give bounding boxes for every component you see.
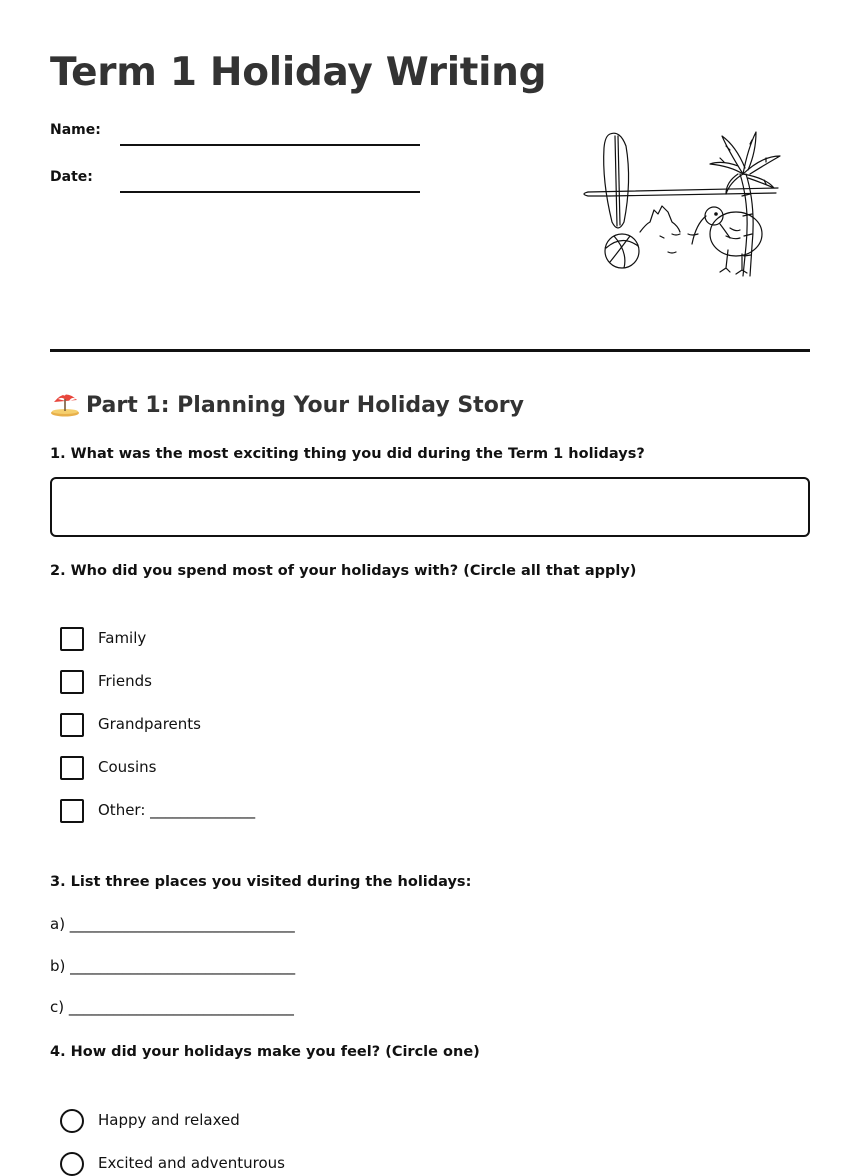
part1-heading-text: Part 1: Planning Your Holiday Story xyxy=(86,393,525,418)
question-2: 2. Who did you spend most of your holidays with? (Circle all that apply) xyxy=(50,563,637,579)
option-label: Family xyxy=(98,629,147,647)
name-line[interactable] xyxy=(120,144,420,146)
checkbox[interactable] xyxy=(60,799,84,823)
checkbox[interactable] xyxy=(60,627,84,651)
checkbox[interactable] xyxy=(60,713,84,737)
option-label: Friends xyxy=(98,672,152,690)
place-line-a[interactable]: a) ______________________________ xyxy=(50,915,295,933)
question-3: 3. List three places you visited during the holidays: xyxy=(50,874,472,890)
name-label: Name: xyxy=(50,122,101,138)
option-family[interactable] xyxy=(60,627,360,651)
checkbox[interactable] xyxy=(60,756,84,780)
option-excited-adventurous[interactable] xyxy=(60,1152,360,1176)
question-1-answer-box[interactable] xyxy=(50,477,810,537)
option-other[interactable] xyxy=(60,799,360,823)
option-friends[interactable] xyxy=(60,670,360,694)
worksheet-title: Term 1 Holiday Writing xyxy=(50,50,547,95)
option-grandparents[interactable] xyxy=(60,713,360,737)
date-label: Date: xyxy=(50,169,93,185)
radio-circle[interactable] xyxy=(60,1152,84,1176)
part1-heading xyxy=(50,388,524,418)
question-4: 4. How did your holidays make you feel? (Circle one) xyxy=(50,1044,480,1060)
checkbox[interactable] xyxy=(60,670,84,694)
name-field xyxy=(50,122,430,146)
option-label: Cousins xyxy=(98,758,157,776)
option-label: Excited and adventurous xyxy=(98,1154,285,1172)
radio-circle[interactable] xyxy=(60,1109,84,1133)
place-line-c[interactable]: c) ______________________________ xyxy=(50,998,294,1016)
worksheet-page xyxy=(50,0,810,1172)
beach-scene-illustration xyxy=(580,126,790,282)
date-field xyxy=(50,169,430,193)
option-label: Grandparents xyxy=(98,715,201,733)
question-1: 1. What was the most exciting thing you did during the Term 1 holidays? xyxy=(50,446,645,462)
option-happy-relaxed[interactable] xyxy=(60,1109,360,1133)
option-label: Other: ______________ xyxy=(98,801,256,819)
beach-umbrella-icon xyxy=(50,388,80,418)
option-cousins[interactable] xyxy=(60,756,360,780)
place-line-b[interactable]: b) ______________________________ xyxy=(50,957,296,975)
option-label: Happy and relaxed xyxy=(98,1111,240,1129)
section-divider xyxy=(50,349,810,352)
date-line[interactable] xyxy=(120,191,420,193)
